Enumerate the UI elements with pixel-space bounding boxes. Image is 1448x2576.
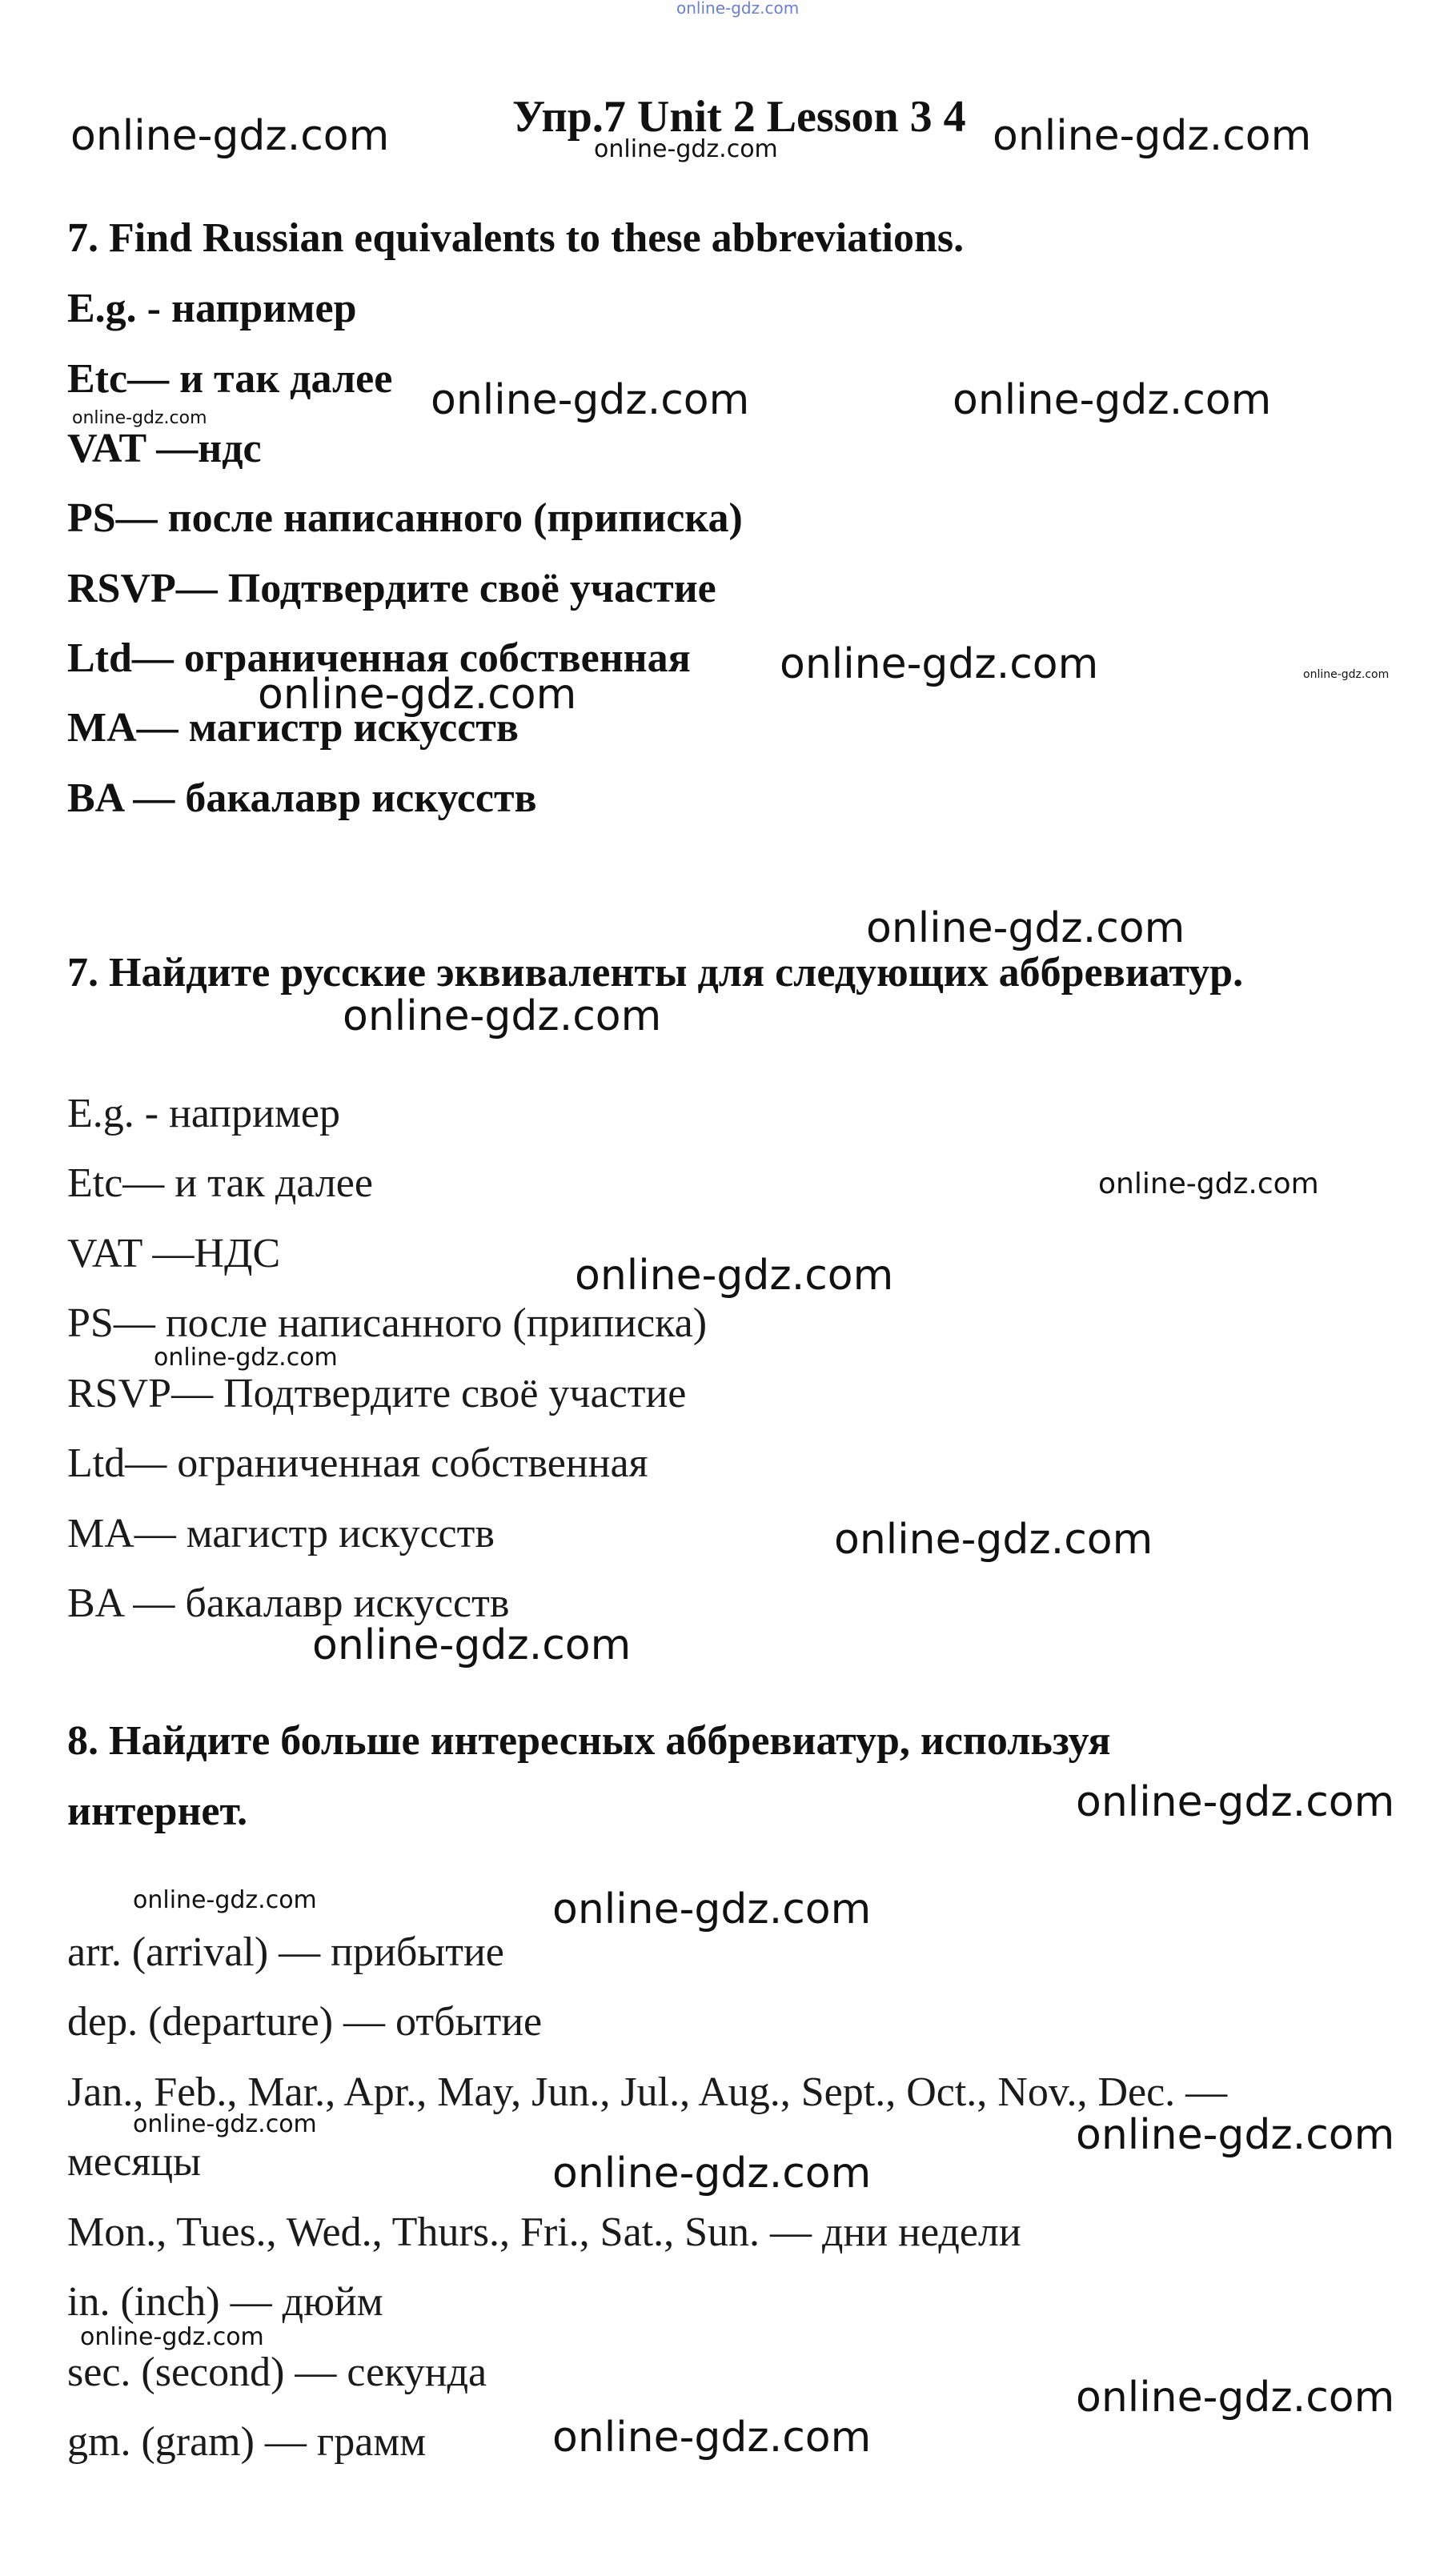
list-item: arr. (arrival) — прибытие xyxy=(67,1929,504,1975)
watermark: online-gdz.com xyxy=(70,112,390,160)
watermark: online-gdz.com xyxy=(575,1252,894,1300)
section2-heading: 7. Найдите русские эквиваленты для следующих аббревиатур. xyxy=(67,950,1244,996)
list-item: BA — бакалавр искусств xyxy=(67,775,537,821)
watermark: online-gdz.com xyxy=(312,1621,632,1669)
list-item: Etc— и так далее xyxy=(67,356,393,402)
watermark: online-gdz.com xyxy=(552,2149,872,2197)
list-item: PS— после написанного (приписка) xyxy=(67,1300,708,1346)
watermark: online-gdz.com xyxy=(552,1885,872,1933)
list-item: RSVP— Подтвердите своё участие xyxy=(67,1371,687,1416)
list-item: in. (inch) — дюйм xyxy=(67,2279,383,2325)
list-item: E.g. - например xyxy=(67,286,357,331)
list-item: Ltd— ограниченная собственная xyxy=(67,635,691,681)
watermark: online-gdz.com xyxy=(343,992,662,1040)
watermark: online-gdz.com xyxy=(1076,1778,1395,1826)
watermark: online-gdz.com xyxy=(1303,668,1390,681)
list-item: Jan., Feb., Mar., Apr., May, Jun., Jul., Aug., Sept., Oct., Nov., Dec. — xyxy=(67,2069,1228,2115)
list-item: Mon., Tues., Wed., Thurs., Fri., Sat., Sun. — дни недели xyxy=(67,2209,1021,2255)
list-item: RSVP— Подтвердите своё участие xyxy=(67,566,716,611)
list-item: BA — бакалавр искусств xyxy=(67,1580,510,1626)
section3-heading-cont: интернет. xyxy=(67,1789,248,1834)
list-item: Ltd— ограниченная собственная xyxy=(67,1440,648,1486)
page-title: Упр.7 Unit 2 Lesson 3 4 xyxy=(512,92,966,142)
watermark: online-gdz.com xyxy=(72,408,207,428)
watermark: online-gdz.com xyxy=(953,376,1272,424)
list-item: Etc— и так далее xyxy=(67,1160,373,1206)
watermark: online-gdz.com xyxy=(80,2323,264,2351)
watermark: online-gdz.com xyxy=(780,640,1099,688)
watermark: online-gdz.com xyxy=(1076,2111,1395,2159)
watermark: online-gdz.com xyxy=(594,135,778,163)
list-item: MA— магистр искусств xyxy=(67,705,519,751)
list-item: gm. (gram) — грамм xyxy=(67,2419,427,2465)
watermark: online-gdz.com xyxy=(1076,2374,1395,2422)
watermark: online-gdz.com xyxy=(834,1516,1153,1564)
watermark: online-gdz.com xyxy=(552,2414,872,2462)
watermark: online-gdz.com xyxy=(133,1886,317,1914)
section3-heading: 8. Найдите больше интересных аббревиатур, используя xyxy=(67,1718,1111,1764)
list-item: E.g. - например xyxy=(67,1091,340,1136)
watermark: online-gdz.com xyxy=(154,1344,338,1372)
top-watermark: online-gdz.com xyxy=(676,0,800,18)
watermark: online-gdz.com xyxy=(1098,1168,1319,1200)
list-item: VAT —НДС xyxy=(67,1231,281,1276)
watermark: online-gdz.com xyxy=(866,904,1185,952)
watermark: online-gdz.com xyxy=(993,112,1312,160)
list-item: VAT —ндс xyxy=(67,426,262,471)
watermark: online-gdz.com xyxy=(431,376,750,424)
watermark: online-gdz.com xyxy=(258,671,577,719)
list-item: MA— магистр искусств xyxy=(67,1511,495,1556)
section1-heading: 7. Find Russian equivalents to these abbreviations. xyxy=(67,215,965,261)
list-item: PS— после написанного (приписка) xyxy=(67,495,743,541)
list-item: sec. (second) — секунда xyxy=(67,2350,487,2395)
list-item: dep. (departure) — отбытие xyxy=(67,1999,543,2045)
watermark: online-gdz.com xyxy=(133,2110,317,2138)
list-item: месяцы xyxy=(67,2139,202,2185)
